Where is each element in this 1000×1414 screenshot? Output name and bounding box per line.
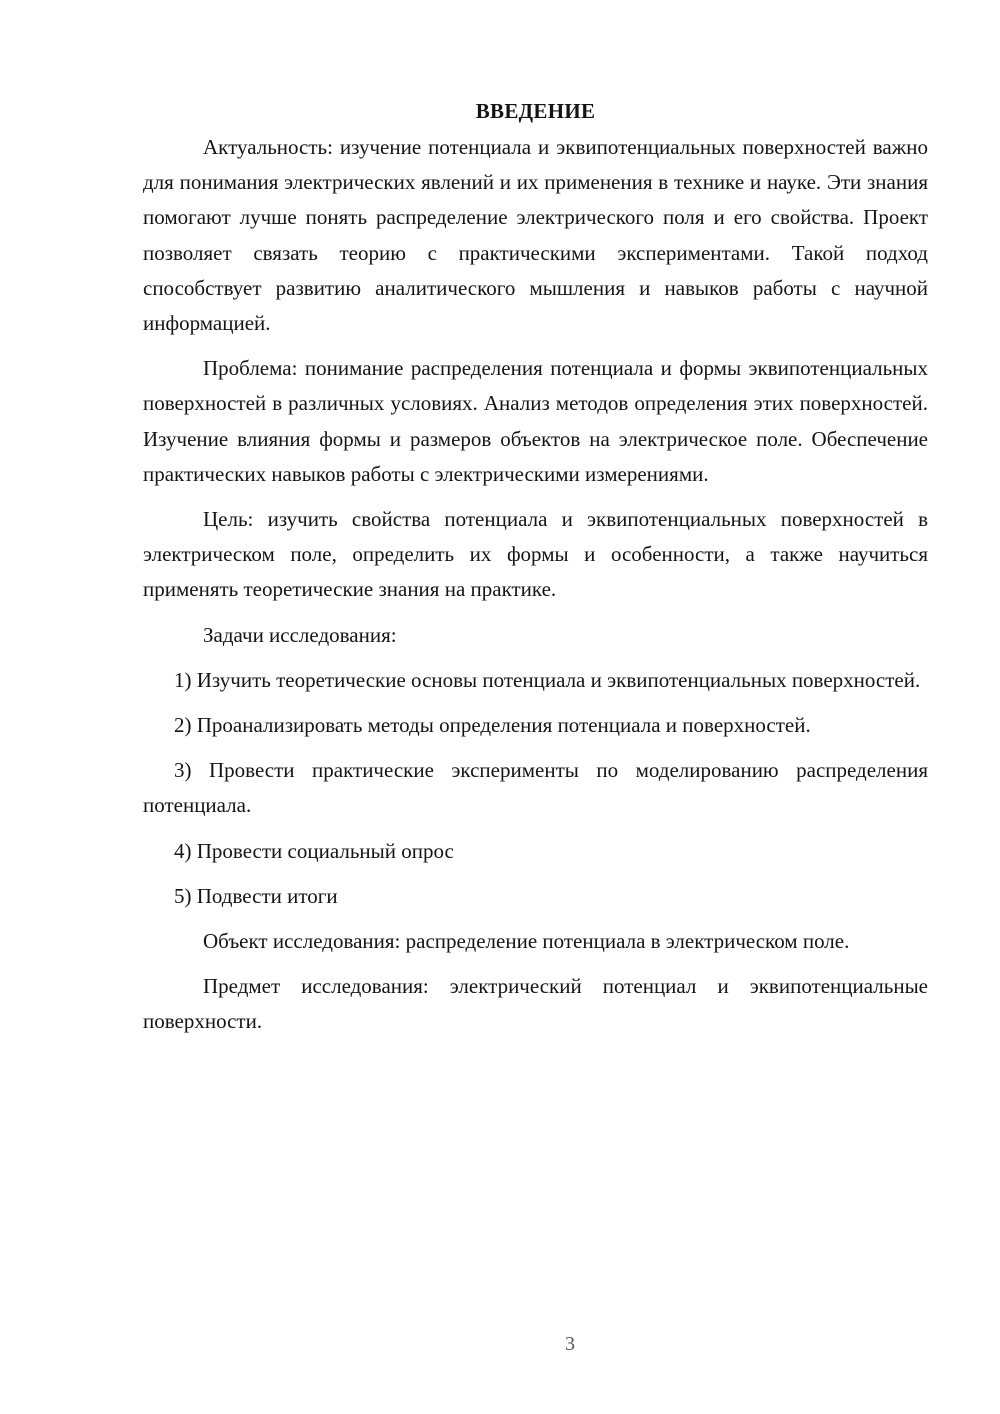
object-paragraph: Объект исследования: распределение потенциала в электрическом поле. (203, 929, 850, 954)
subject-paragraph: Предмет исследования: электрический потенциал и эквипотенциальные поверхности. (143, 974, 928, 1034)
problem-paragraph: Проблема: понимание распределения потенциала и формы эквипотенциальных поверхностей в различных условиях. Анализ методов определения этих поверхностей. Изучение влияния формы и размеров объектов на электрическое поле. Обеспечение практических навыков работы с электрическими измерениями. (143, 356, 928, 486)
task-item-5: 5) Подвести итоги (174, 883, 338, 908)
document-page (143, 96, 928, 1050)
task-item-3: 3) Провести практические эксперименты по моделированию распределения потенциала. (143, 758, 928, 818)
task-item-2: 2) Проанализировать методы определения потенциала и поверхностей. (174, 713, 811, 738)
task-item-1: 1) Изучить теоретические основы потенциала и эквипотенциальных поверхностей. (174, 667, 921, 692)
page-number: 3 (565, 1333, 575, 1355)
tasks-heading: Задачи исследования: (203, 622, 397, 647)
relevance-paragraph: Актуальность: изучение потенциала и эквипотенциальных поверхностей важно для понимания электрических явлений и их применения в технике и науке. Эти знания помогают лучше понять распределение электрического поля и его свойства. Проект позволяет связать теорию с практическими экспериментами. Такой подход способствует развитию аналитического мышления и навыков работы с научной информацией. (143, 135, 928, 336)
section-heading: ВВЕДЕНИЕ (475, 99, 596, 123)
goal-paragraph: Цель: изучить свойства потенциала и эквипотенциальных поверхностей в электрическом поле, определить их формы и особенности, а также научиться применять теоретические знания на практике. (143, 507, 928, 602)
task-item-4: 4) Провести социальный опрос (174, 838, 454, 863)
